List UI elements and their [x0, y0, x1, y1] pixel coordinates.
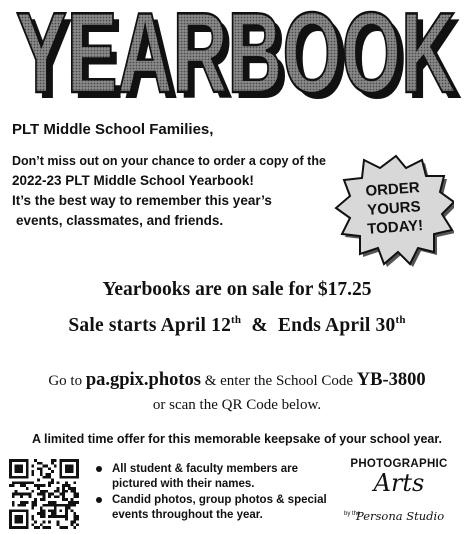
badge-line-3: TODAY! [366, 217, 424, 238]
qr-code-icon [9, 459, 79, 529]
yearbook-title [6, 0, 468, 110]
badge-line-2: YOURS [366, 198, 422, 219]
feature-item: Candid photos, group photos & special events throughout the year. [92, 493, 330, 522]
order-instructions [0, 368, 474, 417]
order-url-link[interactable]: pa.gpix.photos [85, 370, 201, 390]
start-ordinal: th [231, 314, 242, 326]
greeting: PLT Middle School Families, [12, 121, 214, 138]
feature-list [92, 462, 330, 524]
qr-code[interactable] [9, 459, 79, 529]
instructions-line-1 [0, 368, 474, 393]
svg-text:YEARBOOK: YEARBOOK [16, 0, 456, 110]
sale-dates [0, 305, 474, 341]
svg-text:YEARBOOK: YEARBOOK [22, 0, 462, 110]
instructions-middle: & enter the School Code [200, 373, 357, 389]
sale-end: & Ends April 30 [241, 315, 396, 336]
limited-offer: A limited time offer for this memorable keepsake of your school year. [31, 432, 443, 446]
intro-line-1: Don’t miss out on your chance to order a copy of the [12, 154, 326, 168]
instructions-line-2: or scan the QR Code below. [152, 397, 322, 413]
instructions-prefix: Go to [48, 373, 86, 389]
price-line: Yearbooks are on sale for $17.25 [102, 279, 372, 300]
order-today-badge [334, 152, 454, 270]
photographic-arts-logo [340, 458, 460, 532]
badge-line-1: ORDER [364, 179, 421, 200]
intro-line-2: 2022-23 PLT Middle School Yearbook! [12, 173, 254, 188]
school-code: YB-3800 [356, 370, 426, 390]
sale-info [0, 274, 474, 341]
logo-line-2: Arts [373, 469, 425, 497]
feature-item: All student & faculty members are pictured with their names. [92, 462, 330, 491]
intro-line-4: events, classmates, and friends. [16, 213, 224, 228]
logo-line-3: Persona Studio [356, 509, 445, 523]
logo-line-1: PHOTOGRAPHIC [350, 458, 448, 470]
logo-small-text: by the [344, 511, 361, 517]
end-ordinal: th [395, 314, 406, 326]
sale-start: Sale starts April 12 [68, 315, 232, 336]
intro-text [12, 151, 326, 231]
yearbook-title-art [6, 0, 468, 110]
intro-line-3: It’s the best way to remember this year’s [12, 193, 272, 208]
